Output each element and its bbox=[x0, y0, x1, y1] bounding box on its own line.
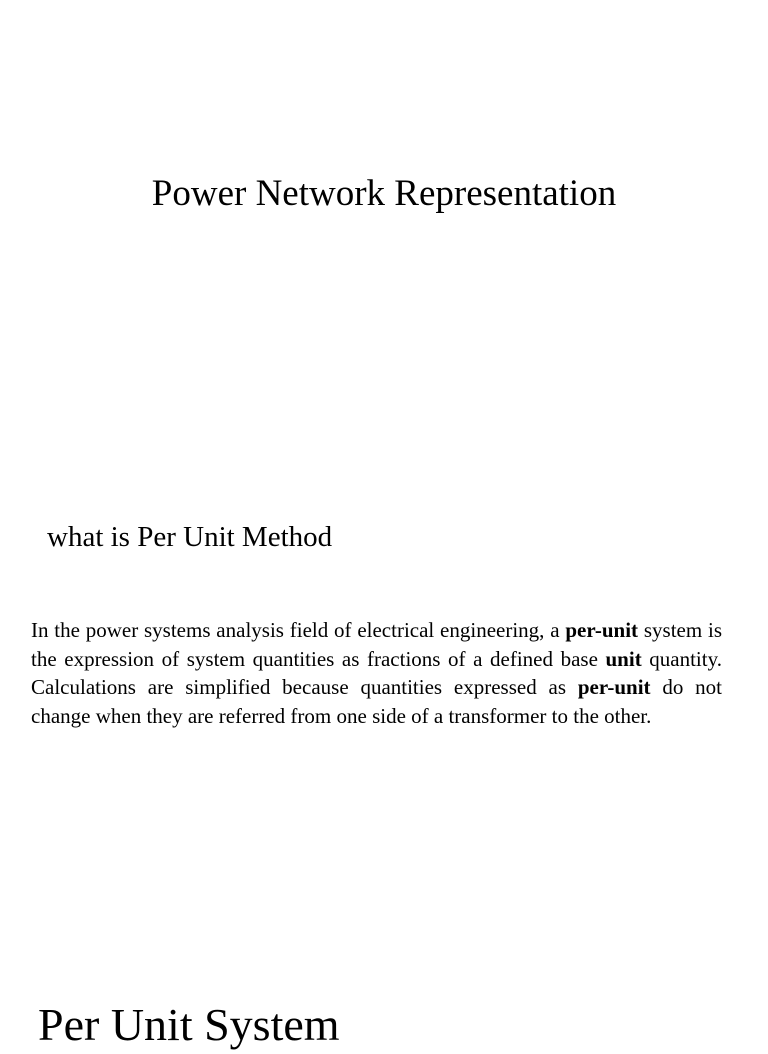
section-subheading: what is Per Unit Method bbox=[47, 521, 333, 553]
paragraph-text-1: In the power systems analysis field of electrical engineering, a bbox=[31, 618, 566, 642]
bold-term-per-unit-1: per-unit bbox=[565, 618, 639, 642]
paragraph-text-3: quantity. Calculations are simplified because quantities expressed as bbox=[31, 646, 722, 699]
paragraph-text-2: system is the expression of system quantities as fractions of a defined base bbox=[31, 618, 722, 671]
body-paragraph bbox=[31, 616, 722, 730]
paragraph-text-4: do not change when they are referred from one side of a transformer to the other. bbox=[31, 675, 722, 728]
next-section-heading: Per Unit System bbox=[38, 999, 340, 1050]
bold-term-per-unit-2: per-unit bbox=[577, 675, 651, 699]
page-title: Power Network Representation bbox=[151, 173, 617, 214]
bold-term-unit: unit bbox=[605, 646, 642, 671]
